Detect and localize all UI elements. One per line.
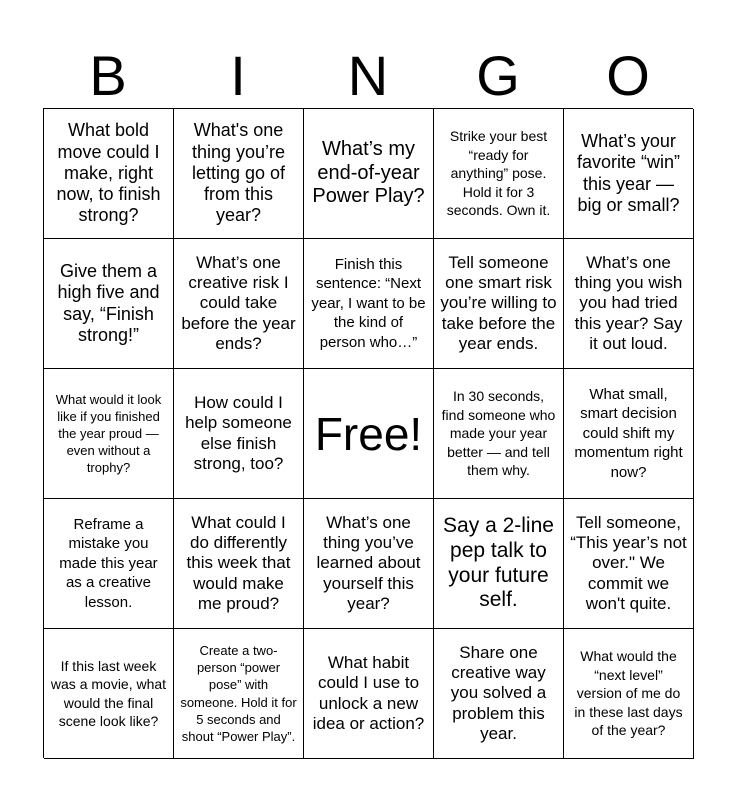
header-letter-i: I <box>230 44 246 107</box>
bingo-cell[interactable]: Reframe a mistake you made this year as a creative lesson. <box>44 499 174 629</box>
bingo-cell[interactable]: What bold move could I make, right now, to finish strong? <box>44 109 174 239</box>
bingo-cell[interactable]: What’s your favorite “win” this year — big or small? <box>564 109 694 239</box>
bingo-cell[interactable]: What’s one thing you’ve learned about yourself this year? <box>304 499 434 629</box>
bingo-cell[interactable]: Strike your best “ready for anything” pose. Hold it for 3 seconds. Own it. <box>434 109 564 239</box>
header-letter-g: G <box>476 44 520 107</box>
bingo-cell[interactable]: What would it look like if you finished the year proud — even without a trophy? <box>44 369 174 499</box>
bingo-cell[interactable]: What’s one creative risk I could take before the year ends? <box>174 239 304 369</box>
bingo-cell[interactable]: Tell someone, “This year’s not over." We commit we won't quite. <box>564 499 694 629</box>
bingo-board <box>43 108 693 758</box>
bingo-cell[interactable]: What’s one thing you wish you had tried this year? Say it out loud. <box>564 239 694 369</box>
bingo-cell[interactable]: Tell someone one smart risk you’re willing to take before the year ends. <box>434 239 564 369</box>
bingo-cell[interactable]: What could I do differently this week that would make me proud? <box>174 499 304 629</box>
header-letter-o: O <box>606 44 650 107</box>
bingo-cell[interactable]: Create a two-person “power pose” with someone. Hold it for 5 seconds and shout “Power Play”. <box>174 629 304 759</box>
bingo-cell[interactable]: Give them a high five and say, “Finish strong!” <box>44 239 174 369</box>
bingo-cell[interactable]: Share one creative way you solved a problem this year. <box>434 629 564 759</box>
bingo-cell[interactable]: Say a 2-line pep talk to your future self. <box>434 499 564 629</box>
bingo-cell[interactable]: If this last week was a movie, what would the final scene look like? <box>44 629 174 759</box>
bingo-cell[interactable]: What would the “next level” version of me do in these last days of the year? <box>564 629 694 759</box>
bingo-cell[interactable]: What's one thing you’re letting go of from this year? <box>174 109 304 239</box>
bingo-cell[interactable]: What’s my end-of-year Power Play? <box>304 109 434 239</box>
bingo-header <box>43 40 693 108</box>
bingo-cell[interactable]: Finish this sentence: “Next year, I want to be the kind of person who…” <box>304 239 434 369</box>
bingo-cell[interactable]: What habit could I use to unlock a new idea or action? <box>304 629 434 759</box>
free-space[interactable]: Free! <box>304 369 434 499</box>
header-letter-n: N <box>347 44 389 107</box>
header-letter-b: B <box>89 44 127 107</box>
bingo-cell[interactable]: In 30 seconds, find someone who made your year better — and tell them why. <box>434 369 564 499</box>
bingo-cell[interactable]: What small, smart decision could shift my momentum right now? <box>564 369 694 499</box>
bingo-cell[interactable]: How could I help someone else finish strong, too? <box>174 369 304 499</box>
